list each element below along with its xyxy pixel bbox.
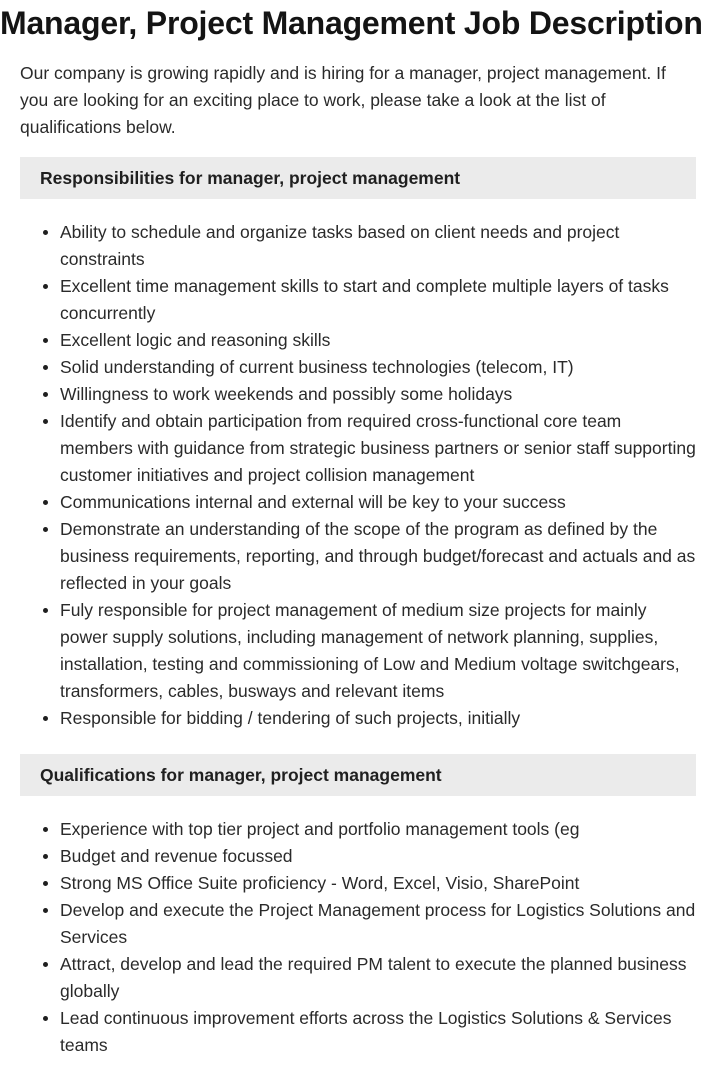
list-item: Identify and obtain participation from required cross-functional core team members with guidance from strategic business partners or senior staff supporting customer initiatives and project collision management: [60, 408, 696, 489]
qualifications-heading: Qualifications for manager, project management: [40, 764, 442, 785]
list-item: Attract, develop and lead the required PM talent to execute the planned business globally: [60, 951, 696, 1005]
list-item: Demonstrate an understanding of the scope of the program as defined by the business requirements, reporting, and through budget/forecast and actuals and as reflected in your goals: [60, 516, 696, 597]
list-item: Responsible for bidding / tendering of such projects, initially: [60, 705, 696, 732]
intro-paragraph: Our company is growing rapidly and is hiring for a manager, project management. If you are looking for an exciting place to work, please take a look at the list of qualifications below.: [20, 63, 666, 137]
list-item: Develop and execute the Project Management process for Logistics Solutions and Services: [60, 897, 696, 951]
list-item: Excellent time management skills to start and complete multiple layers of tasks concurrently: [60, 273, 696, 327]
qualifications-list: [20, 816, 696, 1059]
list-item: Experience with top tier project and portfolio management tools (eg: [60, 816, 696, 843]
job-description-content: [20, 60, 696, 1059]
list-item: Ability to schedule and organize tasks based on client needs and project constraints: [60, 219, 696, 273]
page-title: Manager, Project Management Job Description: [0, 5, 703, 41]
list-item: Fuly responsible for project management of medium size projects for mainly power supply solutions, including management of network planning, supplies, installation, testing and commissioning of Low and Medium voltage switchgears, transformers, cables, busways and relevant items: [60, 597, 696, 705]
responsibilities-list: [20, 219, 696, 732]
list-item: Strong MS Office Suite proficiency - Word, Excel, Visio, SharePoint: [60, 870, 696, 897]
list-item: Lead continuous improvement efforts across the Logistics Solutions & Services teams: [60, 1005, 696, 1059]
list-item: Solid understanding of current business technologies (telecom, IT): [60, 354, 696, 381]
list-item: Excellent logic and reasoning skills: [60, 327, 696, 354]
responsibilities-heading: Responsibilities for manager, project management: [40, 167, 461, 188]
qualifications-section-header: [20, 754, 696, 796]
responsibilities-section-header: [20, 157, 696, 199]
list-item: Budget and revenue focussed: [60, 843, 696, 870]
list-item: Willingness to work weekends and possibly some holidays: [60, 381, 696, 408]
list-item: Communications internal and external will be key to your success: [60, 489, 696, 516]
